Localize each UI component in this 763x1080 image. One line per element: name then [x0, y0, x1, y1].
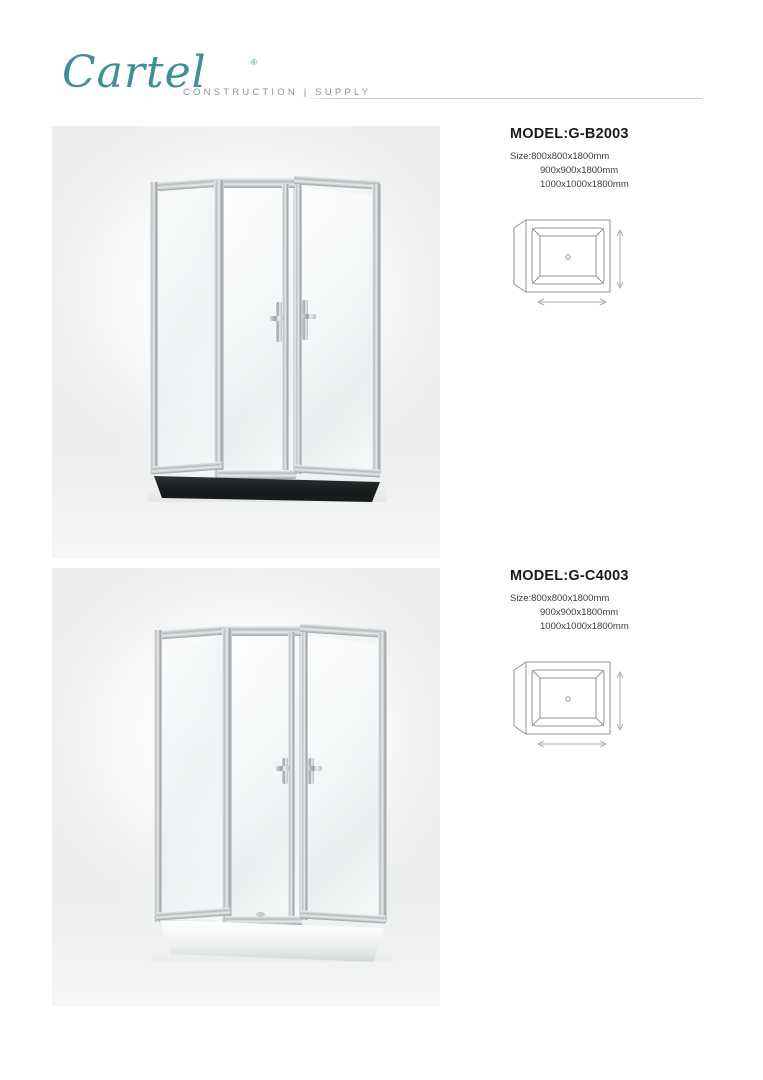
product-photo — [52, 126, 440, 558]
tray-reflection — [148, 488, 386, 502]
frame-post-right — [378, 632, 387, 922]
technical-diagram — [510, 216, 632, 311]
frame-post-corner — [214, 180, 224, 480]
tray-reflection — [152, 949, 392, 962]
door-handle-left — [282, 758, 288, 784]
door-stile-left — [288, 632, 295, 922]
size-line: Size:800x800x1800mm — [510, 593, 610, 604]
page-header — [0, 0, 763, 118]
door-handle-right-grip — [302, 314, 316, 319]
tray-plan-svg — [510, 216, 632, 311]
drain-icon — [256, 912, 265, 917]
glass-panel-left — [158, 634, 228, 924]
tray-plan-svg — [510, 658, 632, 753]
frame-post-left — [150, 182, 158, 474]
header-divider — [330, 98, 702, 99]
frame-post-left — [154, 630, 162, 922]
size-line: 900x900x1800mm — [540, 607, 619, 618]
door-stile-right — [295, 184, 302, 474]
door-stile-left — [282, 184, 289, 476]
registered-trademark-icon: ® — [251, 58, 257, 67]
size-list — [510, 150, 740, 192]
door-handle-right — [302, 300, 308, 340]
size-line: 1000x1000x1800mm — [540, 179, 629, 190]
door-handle-left — [276, 302, 282, 342]
door-stile-right — [301, 632, 308, 920]
door-handle-left-grip — [276, 766, 290, 771]
frame-rail-top-right — [300, 623, 386, 638]
brand-logo — [62, 48, 392, 108]
frame-post-right — [372, 184, 381, 474]
size-line: 900x900x1800mm — [540, 165, 619, 176]
product-spec — [510, 568, 740, 634]
frame-post-corner — [222, 628, 232, 928]
glass-panel-left — [154, 186, 220, 478]
door-handle-left-grip — [270, 316, 284, 321]
technical-diagram — [510, 658, 632, 753]
brand-name: Cartel — [62, 47, 207, 98]
frame-rail-bottom-front — [218, 470, 296, 479]
shower-enclosure-illustration — [148, 164, 386, 509]
model-title: MODEL:G-C4003 — [510, 568, 629, 584]
door-handle-right-grip — [308, 766, 322, 771]
size-line: 1000x1000x1800mm — [540, 621, 629, 632]
model-title: MODEL:G-B2003 — [510, 126, 629, 142]
brand-tagline: CONSTRUCTION | SUPPLY — [183, 87, 372, 98]
door-handle-right — [308, 758, 314, 784]
size-list — [510, 592, 740, 634]
header-rule-fade — [300, 98, 332, 99]
size-line: Size:800x800x1800mm — [510, 151, 610, 162]
shower-enclosure-illustration — [152, 614, 390, 954]
product-spec — [510, 126, 740, 192]
product-photo — [52, 568, 440, 1006]
